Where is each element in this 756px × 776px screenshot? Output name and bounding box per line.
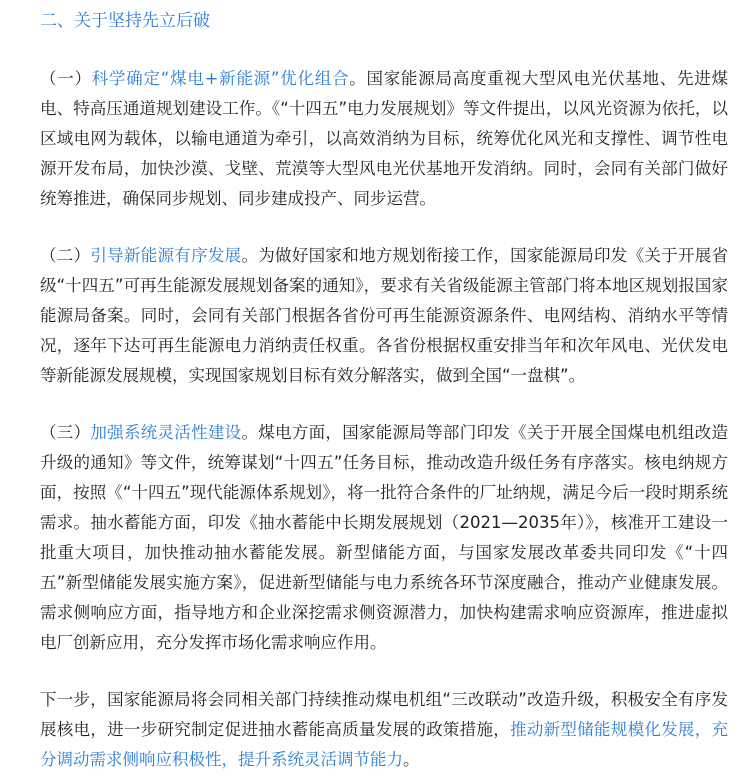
paragraph-1-prefix: （一） <box>40 69 92 88</box>
paragraph-3 <box>40 418 728 658</box>
section-heading: 二、关于坚持先立后破 <box>40 11 210 31</box>
paragraph-1 <box>40 64 728 214</box>
paragraph-3-title: 加强系统灵活性建设 <box>90 423 242 442</box>
paragraph-4-highlight: 推动新型储能规模化发展，充分调动需求侧响应积极性，提升系统灵活调节能力 <box>40 720 729 769</box>
paragraph-4-body: 下一步，国家能源局将会同相关部门持续推动煤电机组“三改联动”改造升级，积极安全有序发展核电，进一步研究制定促进抽水蓄能高质量发展的政策措施， <box>40 690 728 739</box>
paragraph-3-body: 。煤电方面，国家能源局等部门印发《关于开展全国煤电机组改造升级的通知》等文件，统筹谋划“十四五”任务目标，推动改造升级任务有序落实。核电纳规方面，按照《“十四五”现代能源体系规划》，将一批符合条件的厂址纳规，满足今后一段时期系统需求。抽水蓄能方面，印发《抽水蓄能中长期发展规划（2021—2035年）》，核准开工建设一批重大项目，加快推动抽水蓄能发展。新型储能方面，与国家发展改革委共同印发《“十四五”新型储能发展实施方案》，促进新型储能与电力系统各环节深度融合，推动产业健康发展。需求侧响应方面，指导地方和企业深挖需求侧资源潜力，加快构建需求响应资源库，推进虚拟电厂创新应用，充分发挥市场化需求响应作用。 <box>40 423 729 652</box>
paragraph-1-body: 。国家能源局高度重视大型风电光伏基地、先进煤电、特高压通道规划建设工作。《“十四五”电力发展规划》等文件提出，以风光资源为依托，以区域电网为载体，以输电通道为牵引，以高效消纳为目标，统筹优化风光和支撑性、调节性电源开发布局，加快沙漠、戈壁、荒漠等大型风电光伏基地开发消纳。同时，会同有关部门做好统筹推进，确保同步规划、同步建成投产、同步运营。 <box>40 69 729 208</box>
paragraph-1-title: 科学确定“煤电+新能源”优化组合 <box>91 69 350 88</box>
paragraph-4-end: 。 <box>403 750 420 769</box>
paragraph-2 <box>40 241 728 391</box>
paragraph-2-body: 。为做好国家和地方规划衔接工作，国家能源局印发《关于开展省级“十四五”可再生能源发展规划备案的通知》，要求有关省级能源主管部门将本地区规划报国家能源局备案。同时，会同有关部门根据各省份可再生能源资源条件、电网结构、消纳水平等情况，逐年下达可再生能源电力消纳责任权重。各省份根据权重安排当年和次年风电、光伏发电等新能源发展规模，实现国家规划目标有效分解落实，做到全国“一盘棋”。 <box>40 246 729 385</box>
paragraph-2-title: 引导新能源有序发展 <box>90 246 242 265</box>
paragraph-2-prefix: （二） <box>40 246 91 265</box>
paragraph-4 <box>40 685 728 775</box>
paragraph-3-prefix: （三） <box>40 423 91 442</box>
